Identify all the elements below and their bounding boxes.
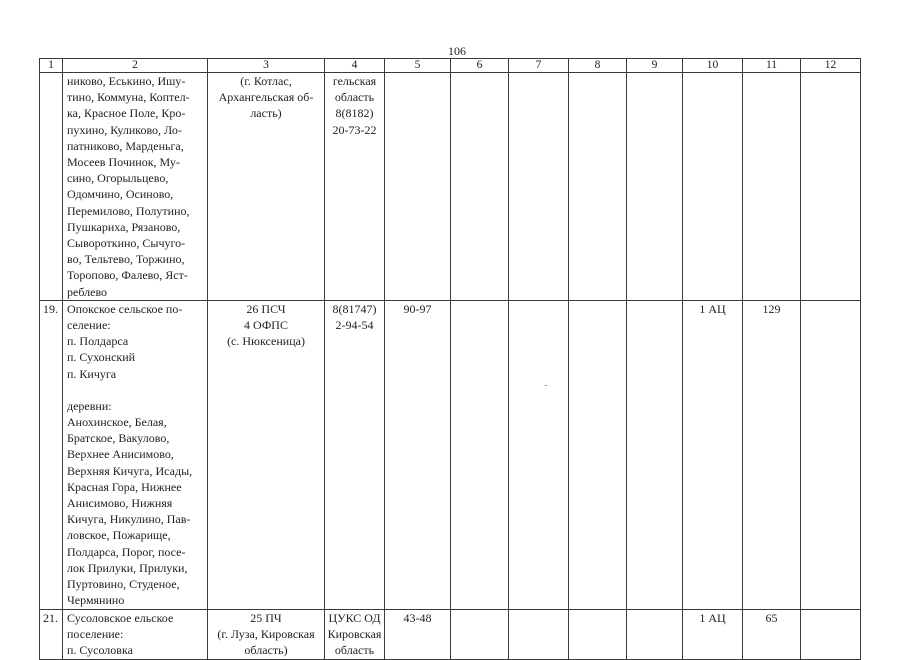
- cell-number: 19.: [40, 300, 63, 609]
- table-row-21: [40, 609, 861, 659]
- header-row: [40, 59, 861, 73]
- cell-col9: [627, 73, 683, 301]
- cell-contact: ЦУКС ОД Кировская область: [325, 609, 385, 659]
- cell-fire-unit: 26 ПСЧ 4 ОФПС (с. Нюксеница): [208, 300, 325, 609]
- cell-settlements: Опокское сельское по- селение: п. Полдарса п. Сухонский п. Кичуга деревни: Анохинское, Белая, Братское, Вакулово, Верхнее Анисимово, Верхняя Кичуга, Исады, Красная Гора, Нижнее Анисимово, Нижняя Кичуга, Никулино, Пав- ловское, Пожарище, Полдарса, Порог, посе- лок Прилуки, Прилуки, Пуртовино, Студеное, Чермянино: [63, 300, 208, 609]
- table-row-19: [40, 300, 861, 609]
- cell-col12: [801, 609, 861, 659]
- col-header-4: 4: [325, 59, 385, 73]
- cell-col7: [509, 609, 569, 659]
- cell-col10: 1 АЦ: [683, 609, 743, 659]
- cell-col10: [683, 73, 743, 301]
- cell-col12: [801, 73, 861, 301]
- cell-col9: [627, 609, 683, 659]
- cell-fire-unit: 25 ПЧ (г. Луза, Кировская область): [208, 609, 325, 659]
- col-header-5: 5: [385, 59, 451, 73]
- cell-col11: 65: [743, 609, 801, 659]
- col-header-3: 3: [208, 59, 325, 73]
- col-header-9: 9: [627, 59, 683, 73]
- blank-line: [67, 382, 207, 398]
- cell-col11: 129: [743, 300, 801, 609]
- col-header-7: 7: [509, 59, 569, 73]
- cell-col9: [627, 300, 683, 609]
- cell-col5: 90-97: [385, 300, 451, 609]
- cell-settlements: Сусоловское ельское поселение: п. Сусоловка: [63, 609, 208, 659]
- col-header-11: 11: [743, 59, 801, 73]
- cell-col6: [451, 300, 509, 609]
- scan-speck: [545, 385, 547, 386]
- col-header-1: 1: [40, 59, 63, 73]
- cell-col8: [569, 73, 627, 301]
- cell-col8: [569, 609, 627, 659]
- cell-col5: [385, 73, 451, 301]
- col-header-10: 10: [683, 59, 743, 73]
- cell-contact: гельская область 8(8182) 20-73-22: [325, 73, 385, 301]
- cell-col10: 1 АЦ: [683, 300, 743, 609]
- cell-col6: [451, 73, 509, 301]
- col-header-2: 2: [63, 59, 208, 73]
- cell-col6: [451, 609, 509, 659]
- cell-contact: 8(81747) 2-94-54: [325, 300, 385, 609]
- cell-col12: [801, 300, 861, 609]
- cell-col5: 43-48: [385, 609, 451, 659]
- cell-number: [40, 73, 63, 301]
- col-header-12: 12: [801, 59, 861, 73]
- col-header-8: 8: [569, 59, 627, 73]
- cell-col8: [569, 300, 627, 609]
- cell-settlements: никово, Еськино, Ишу- тино, Коммуна, Коптел- ка, Красное Поле, Кро- пухино, Куликово, Ло- патниково, Марденьга, Мосеев Починок, Му- сино, Огорыльцево, Одомчино, Осиново, Перемилово, Полутино, Пушкариха, Рязаново, Сывороткино, Сычуго- во, Тельтево, Торжино, Торопово, Фалево, Яст- реблево: [63, 73, 208, 301]
- cell-col7: [509, 73, 569, 301]
- col-header-6: 6: [451, 59, 509, 73]
- cell-fire-unit: (г. Котлас, Архангельская об- ласть): [208, 73, 325, 301]
- data-table: [39, 58, 861, 660]
- cell-number: 21.: [40, 609, 63, 659]
- cell-col11: [743, 73, 801, 301]
- table-row-continuation: [40, 73, 861, 301]
- page-number: 106: [448, 44, 466, 58]
- cell-col7: [509, 300, 569, 609]
